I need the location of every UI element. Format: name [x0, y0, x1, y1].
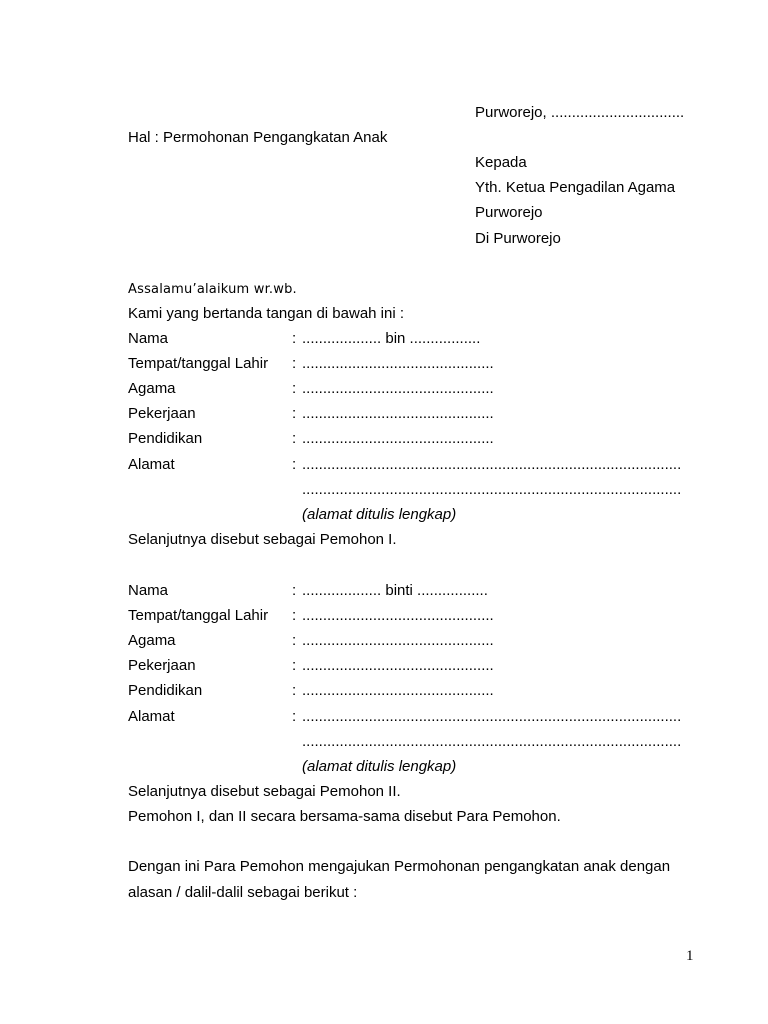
pemohon-2-closing: Selanjutnya disebut sebagai Pemohon II. — [128, 783, 401, 800]
body-line-1: Dengan ini Para Pemohon mengajukan Permohonan pengangkatan anak dengan — [128, 858, 671, 875]
field-label: Pekerjaan — [128, 405, 196, 422]
recipient-line-1: Yth. Ketua Pengadilan Agama — [475, 179, 676, 196]
subject-line: Hal : Permohonan Pengangkatan Anak — [128, 129, 388, 146]
recipient-line-2: Purworejo — [475, 204, 543, 221]
field-value: .............................................. — [302, 430, 494, 447]
field-value: ........................................................................................... — [302, 456, 682, 473]
field-label: Pendidikan — [128, 682, 203, 699]
field-colon: : — [292, 682, 297, 699]
field-label: Pekerjaan — [128, 657, 196, 674]
address-line-2: ........................................................................................... — [302, 481, 682, 498]
field-value: .............................................. — [302, 632, 494, 649]
recipient-label: Kepada — [475, 154, 527, 171]
field-value: ........................................................................................... — [302, 708, 682, 725]
field-colon: : — [292, 607, 297, 624]
intro-text: Kami yang bertanda tangan di bawah ini : — [128, 305, 405, 322]
body-line-2: alasan / dalil-dalil sebagai berikut : — [128, 884, 358, 901]
field-colon: : — [292, 405, 297, 422]
field-colon: : — [292, 380, 297, 397]
field-label: Nama — [128, 330, 169, 347]
field-label: Agama — [128, 632, 176, 649]
field-colon: : — [292, 456, 297, 473]
field-colon: : — [292, 657, 297, 674]
field-value: .............................................. — [302, 405, 494, 422]
pemohon-1-closing: Selanjutnya disebut sebagai Pemohon I. — [128, 531, 397, 548]
joint-statement: Pemohon I, dan II secara bersama-sama disebut Para Pemohon. — [128, 808, 561, 825]
field-colon: : — [292, 330, 297, 347]
field-value: ................... bin ................. — [302, 330, 481, 347]
field-value: .............................................. — [302, 355, 494, 372]
field-value: ................... binti ................. — [302, 582, 488, 599]
field-value: .............................................. — [302, 682, 494, 699]
greeting: Assalamu’alaikum wr.wb. — [128, 282, 297, 297]
field-label: Pendidikan — [128, 430, 203, 447]
field-colon: : — [292, 430, 297, 447]
field-colon: : — [292, 582, 297, 599]
field-colon: : — [292, 355, 297, 372]
field-label: Tempat/tanggal Lahir — [128, 355, 269, 372]
place-date: Purworejo, ................................ — [475, 104, 685, 121]
field-label: Alamat — [128, 708, 175, 725]
field-label: Agama — [128, 380, 176, 397]
field-label: Tempat/tanggal Lahir — [128, 607, 269, 624]
field-value: .............................................. — [302, 657, 494, 674]
field-label: Nama — [128, 582, 169, 599]
field-colon: : — [292, 708, 297, 725]
address-note: (alamat ditulis lengkap) — [302, 758, 457, 775]
address-note: (alamat ditulis lengkap) — [302, 506, 457, 523]
field-value: .............................................. — [302, 607, 494, 624]
field-colon: : — [292, 632, 297, 649]
field-label: Alamat — [128, 456, 175, 473]
address-line-2: ........................................................................................... — [302, 733, 682, 750]
field-value: .............................................. — [302, 380, 494, 397]
page-number: 1 — [686, 948, 694, 964]
recipient-line-3: Di Purworejo — [475, 230, 561, 247]
